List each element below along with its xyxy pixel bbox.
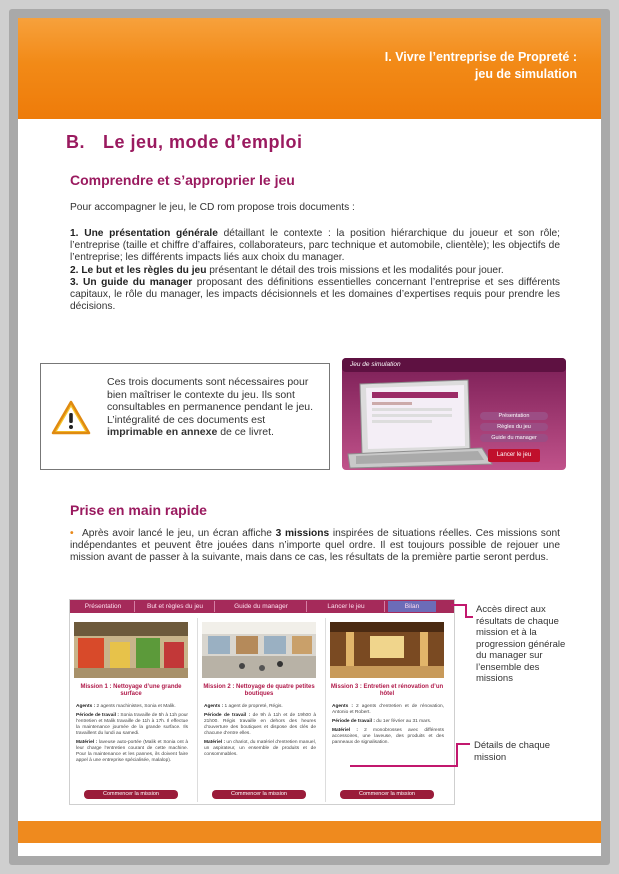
rules-button[interactable]: Règles du jeu <box>480 423 548 431</box>
documents-list <box>70 228 560 313</box>
intro-text: Pour accompagner le jeu, le CD rom propose trois documents : <box>70 202 355 213</box>
quickstart-text <box>70 528 560 565</box>
mission-2-period <box>204 713 316 737</box>
mission-1-equipment <box>76 740 188 764</box>
callout-line <box>350 765 458 767</box>
subheading-comprendre: Comprendre et s’approprier le jeu <box>70 172 295 188</box>
period-value: Sonia travaille de 5h à 11h pour l’entretien et Malik travaille de 11h à 17h. Il effectue la maintenance journée de la grande surface. Ils travaillent du lundi au samedi. <box>76 713 188 736</box>
mission-3-agents <box>332 704 444 716</box>
equipment-label: Matériel : <box>332 728 358 733</box>
bullet-icon: • <box>70 528 74 539</box>
missions-screenshot <box>69 599 455 805</box>
period-value: du 1er février au 31 mars. <box>374 719 432 724</box>
callout-details: Détails de chaque mission <box>474 740 551 763</box>
nav-rules[interactable]: But et règles du jeu <box>136 601 215 612</box>
warning-text-1: Ces trois documents sont nécessaires pour bien maîtriser le contexte du jeu. Ils sont consultables en permanence pendant le jeu. <box>107 376 314 414</box>
supermarket-photo <box>74 622 188 678</box>
mission-2-equipment <box>204 740 316 758</box>
mission-1-period <box>76 713 188 737</box>
section-title: Le jeu, mode d’emploi <box>103 132 303 152</box>
equipment-value: laveuse auto-portée (Malik et Sonia ont à leur charge l’entretien courant de cette machine. Pour la maintenance et les pannes, ils doivent faire appel à une entreprise spécialisée, malalop). <box>76 740 188 763</box>
mission-card-3 <box>326 618 448 802</box>
mission-card-2 <box>198 618 320 802</box>
agents-label: Agents : <box>332 704 353 709</box>
quickstart-text-a: Après avoir lancé le jeu, un écran affiche <box>82 528 276 539</box>
warning-text-bold: imprimable en annexe <box>107 426 218 439</box>
nav-bilan[interactable]: Bilan <box>388 601 436 612</box>
item-2-text: présentant le détail des trois missions et les modalités pour jouer. <box>206 264 504 276</box>
equipment-value: 2 monobrosses avec différents accessoires, une laveuse, des produits et des panneaux de signalisation. <box>332 728 444 745</box>
section-letter: B. <box>66 132 85 152</box>
launch-game-button[interactable]: Lancer le jeu <box>488 449 540 462</box>
subheading-prise-en-main: Prise en main rapide <box>70 502 207 518</box>
mission-1-agents <box>76 704 188 710</box>
callout-line <box>467 616 473 618</box>
agents-value: 2 agents machinistes, Sonia et Malik. <box>95 704 176 709</box>
mission-3-equipment <box>332 728 444 746</box>
mission-3-title: Mission 3 : Entretien et rénovation d’un hôtel <box>330 684 444 697</box>
item-2-lead: 2. Le but et les règles du jeu <box>70 264 207 276</box>
warning-text-3: de ce livret. <box>217 426 274 439</box>
mission-3-details <box>332 704 444 746</box>
document-item-3 <box>70 277 560 314</box>
nav-presentation[interactable]: Présentation <box>72 601 135 612</box>
period-label: Période de travail : <box>76 713 120 718</box>
bullet-spacer <box>70 528 82 540</box>
mission-card-1 <box>70 618 192 802</box>
start-mission-3-button[interactable]: Commencer la mission <box>340 790 434 799</box>
mission-1-details <box>76 704 188 764</box>
start-mission-2-button[interactable]: Commencer la mission <box>212 790 306 799</box>
warning-icon <box>51 400 91 436</box>
warning-text <box>107 376 317 439</box>
item-1-text: détaillant le contexte : la position hiérarchique du joueur et son rôle; l’entreprise (taille et chiffre d’affaires, collaborateurs, parc technique et automobile, clientèle); les objectifs de l’entreprise; les différents impacts liés aux choix du manager. <box>70 228 560 264</box>
item-1-lead: 1. Une présentation générale <box>70 228 218 239</box>
period-label: Période de travail : <box>332 719 375 724</box>
document-item-1 <box>70 228 560 265</box>
quickstart-text-bold: 3 missions <box>275 528 330 539</box>
warning-text-2: L’intégralité de ces documents est <box>107 413 266 426</box>
item-3-text: proposant des définitions essentielles concernant l’entreprise et ses différents capitaux, le rôle du manager, les impacts décisionnels et les domaines d’expertises requis pour prendre les décisions. <box>70 276 560 313</box>
document-item-2 <box>70 265 560 277</box>
mission-2-agents <box>204 704 316 710</box>
mission-2-details <box>204 704 316 758</box>
item-3-lead: 3. Un guide du manager <box>70 276 193 288</box>
game-nav-bar <box>70 600 454 613</box>
nav-manager-guide[interactable]: Guide du manager <box>216 601 307 612</box>
callout-results: Accès direct aux résultats de chaque mission et à la progression générale du manager sur l’ensemble des missions <box>476 604 566 684</box>
mission-1-title: Mission 1 : Nettoyage d’une grande surface <box>80 684 182 697</box>
period-label: Période de travail : <box>204 713 251 718</box>
shopping-mall-photo <box>202 622 316 678</box>
quickstart-text-b: inspirées de situations réelles. Ces missions sont indépendantes et peuvent être jouées dans n’importe quel ordre. Il est toujours possible de rejouer une mission avant de passer à la suivante, mais dans ce cas, les résultats de la première partie seront perdus. <box>70 528 560 564</box>
agents-label: Agents : <box>204 704 224 709</box>
hotel-lobby-photo <box>330 622 444 678</box>
equipment-label: Matériel : <box>76 740 98 745</box>
manager-guide-button[interactable]: Guide du manager <box>480 434 548 442</box>
equipment-label: Matériel : <box>204 740 226 745</box>
agents-label: Agents : <box>76 704 96 709</box>
presentation-button[interactable]: Présentation <box>480 412 548 420</box>
period-value: de 9h à 11h et de 19h00 à 21h00. Régis travaille en dehors des heures d’ouverture des boutiques et dispose des clés de chacune d’entre elles. <box>204 713 316 736</box>
header-line-1: I. Vivre l’entreprise de Propreté : <box>384 50 577 64</box>
agents-value: 1 agent de propreté, Régis. <box>223 704 283 709</box>
mission-3-period <box>332 719 444 725</box>
warning-box <box>40 363 330 470</box>
footer-band <box>18 821 601 843</box>
header-band <box>18 18 601 119</box>
nav-launch[interactable]: Lancer le jeu <box>308 601 385 612</box>
start-mission-1-button[interactable]: Commencer la mission <box>84 790 178 799</box>
document-page <box>18 18 601 856</box>
equipment-value: un chariot, du matériel d’entretien manuel, un aspirateur, un ensemble de produits et de consommables. <box>204 740 316 757</box>
laptop-illustration <box>342 350 566 470</box>
window-title: Jeu de simulation <box>350 361 401 368</box>
callout-line <box>456 743 470 745</box>
header-line-2: jeu de simulation <box>474 67 577 81</box>
agents-value: 2 agents d’entretien et de rénovation, Antonio et Robert. <box>332 704 444 715</box>
section-heading <box>66 132 303 153</box>
mission-2-title: Mission 2 : Nettoyage de quatre petites boutiques <box>203 684 315 697</box>
callout-line <box>456 743 458 767</box>
